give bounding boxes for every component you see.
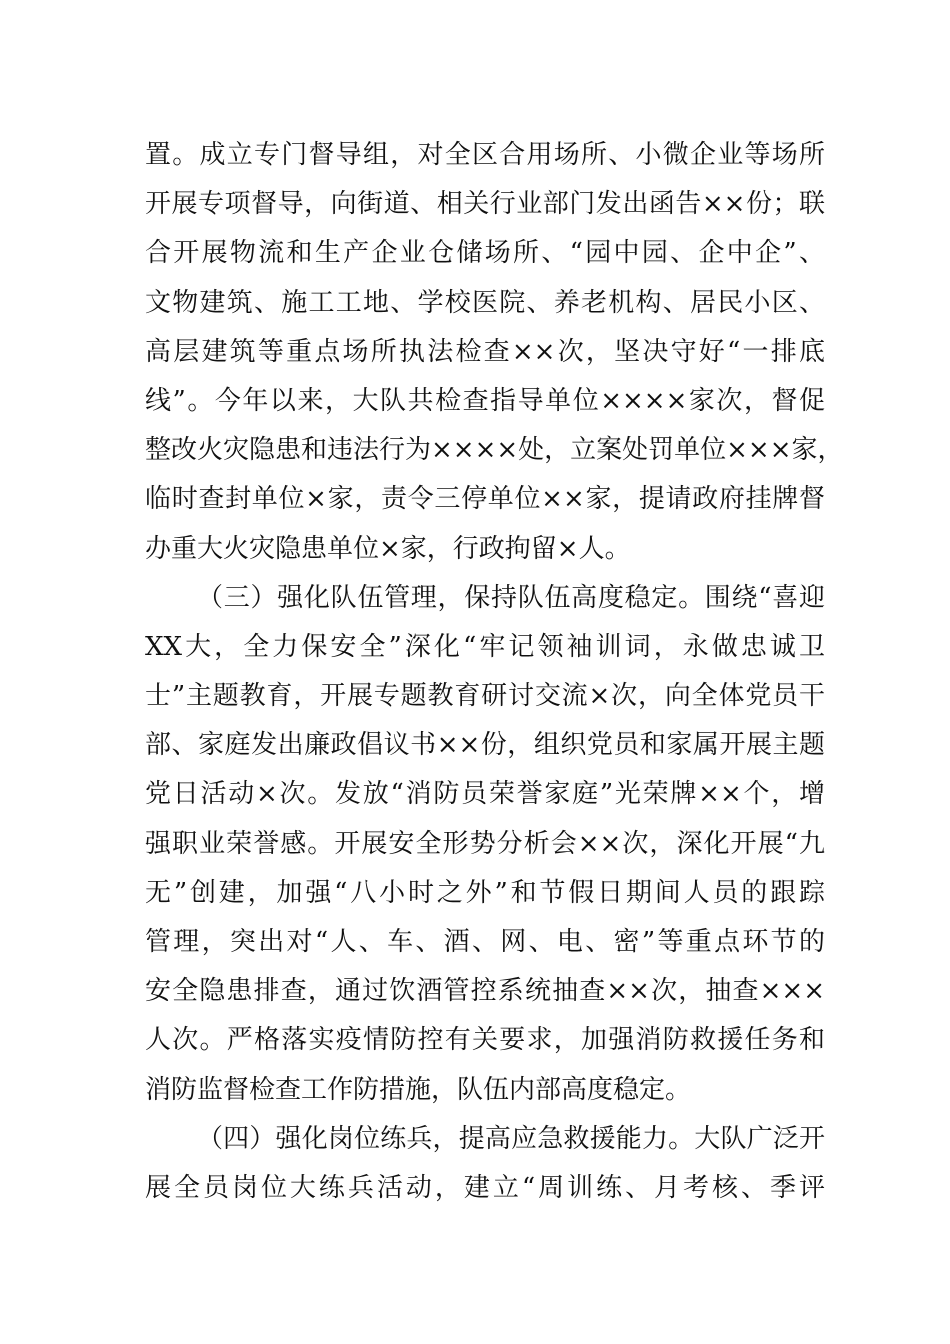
text-line: 开展专项督导，向街道、相关行业部门发出函告××份；联 [145,189,825,220]
text-line: XX大，全力保安全”深化“牢记领袖训词，永做忠诚卫 [145,631,825,662]
text-line: 合开展物流和生产企业仓储场所、“园中园、企中企”、 [145,238,825,269]
text-line: 展全员岗位大练兵活动，建立“周训练、月考核、季评 [145,1172,825,1203]
text-line: 消防监督检查工作防措施，队伍内部高度稳定。 [145,1074,692,1105]
text-line: 线”。今年以来，大队共检查指导单位××××家次，督促 [145,385,825,416]
body-text [145,131,844,1213]
text-line: 人次。严格落实疫情防控有关要求，加强消防救援任务和 [145,1025,825,1056]
text-line: 部、家庭发出廉政倡议书××份，组织党员和家属开展主题 [145,730,825,761]
text-line: 高层建筑等重点场所执法检查××次，坚决守好“一排底 [145,336,825,367]
text-line: 办重大火灾隐患单位×家，行政拘留×人。 [145,533,631,564]
text-line: 无”创建，加强“八小时之外”和节假日期间人员的跟踪 [145,877,825,908]
text-line: 整改火灾隐患和违法行为××××处，立案处罚单位×××家， [145,435,844,466]
text-line: 士”主题教育，开展专题教育研讨交流×次，向全体党员干 [145,681,825,712]
text-line: 置。成立专门督导组，对全区合用场所、小微企业等场所 [145,140,825,170]
text-line: 临时查封单位×家，责令三停单位××家，提请政府挂牌督 [145,484,825,515]
text-line: 强职业荣誉感。开展安全形势分析会××次，深化开展“九 [145,828,825,859]
text-line: 安全隐患排查，通过饮酒管控系统抽查××次，抽查××× [145,976,825,1007]
text-line: 党日活动×次。发放“消防员荣誉家庭”光荣牌××个，增 [145,779,825,810]
text-line: 文物建筑、施工工地、学校医院、养老机构、居民小区、 [145,287,825,318]
paragraph-heading-line: （四）强化岗位练兵，提高应急救援能力。大队广泛开 [197,1123,825,1154]
text-line: 管理，突出对“人、车、酒、网、电、密”等重点环节的 [145,927,825,957]
paragraph-heading-line: （三）强化队伍管理，保持队伍高度稳定。围绕“喜迎 [197,582,825,613]
